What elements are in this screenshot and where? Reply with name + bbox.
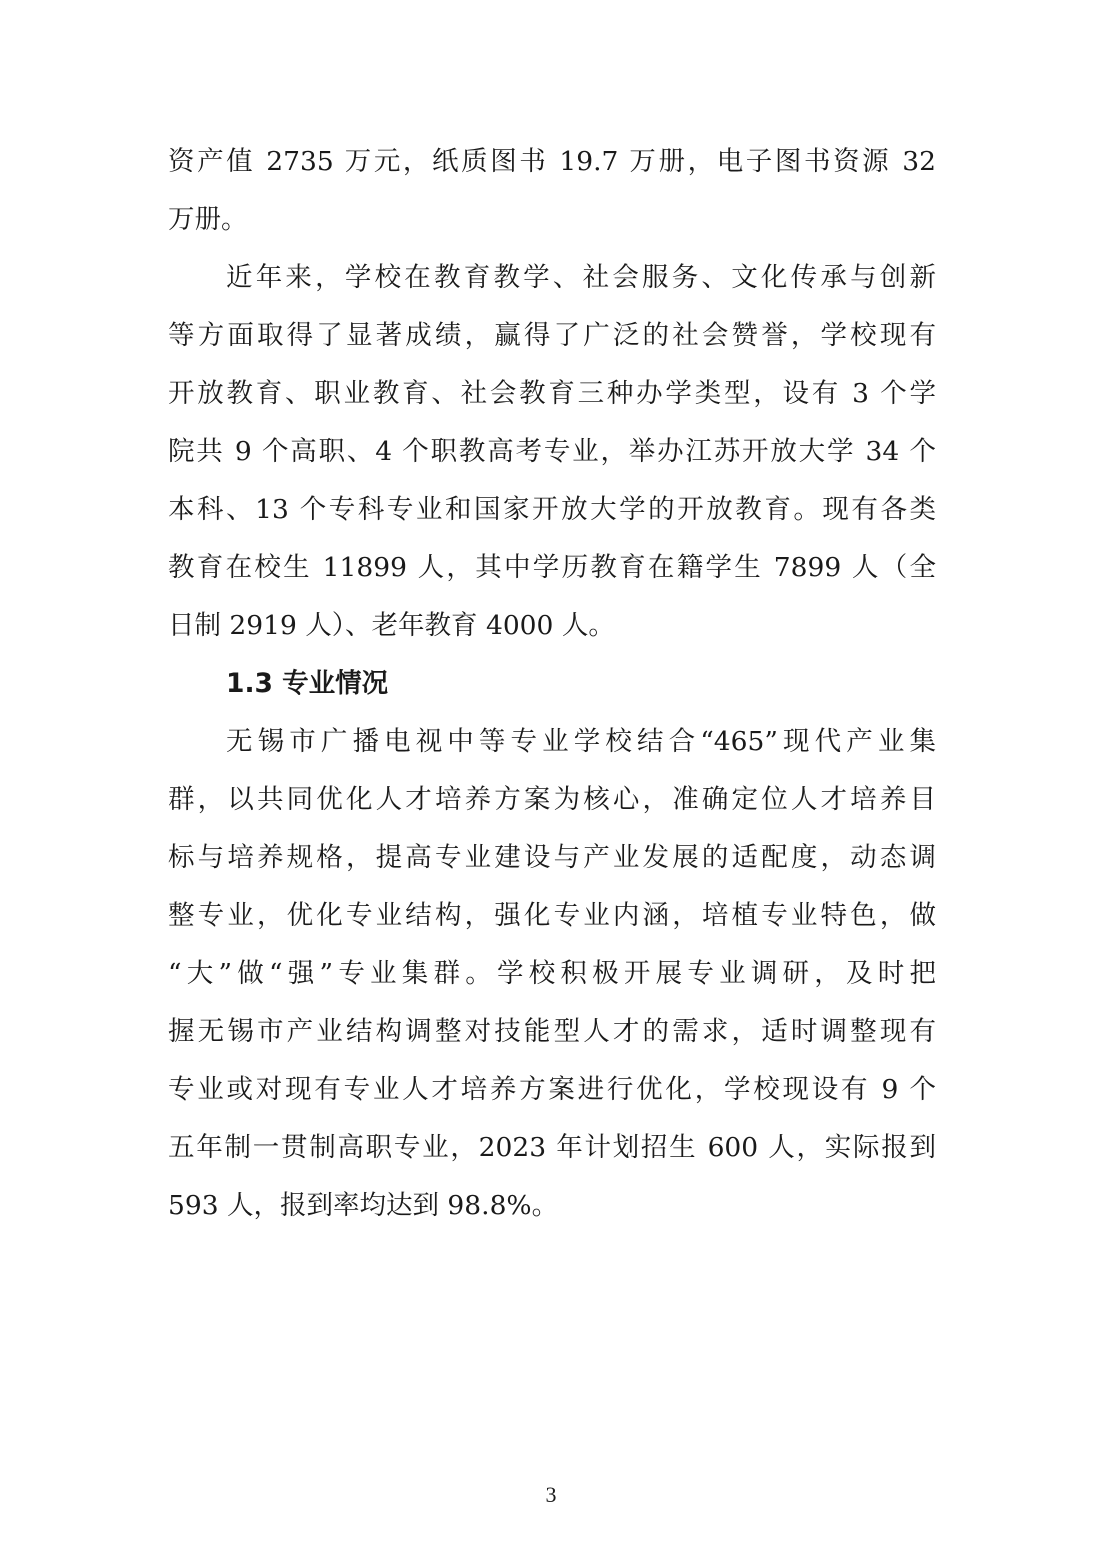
paragraph-3-line-3: 标与培养规格，提高专业建设与产业发展的适配度，动态调 [168,842,936,873]
paragraph-1-line-1: 资产值 2735 万元，纸质图书 19.7 万册，电子图书资源 32 [168,146,936,177]
paragraph-2-line-6: 教育在校生 11899 人，其中学历教育在籍学生 7899 人（全 [168,552,936,583]
page-number: 3 [545,1482,557,1507]
paragraph-3-line-5: “大”做“强”专业集群。学校积极开展专业调研，及时把 [168,958,936,989]
paragraph-2-line-4: 院共 9 个高职、4 个职教高考专业，举办江苏开放大学 34 个 [168,436,936,467]
paragraph-3-line-8: 五年制一贯制高职专业，2023 年计划招生 600 人，实际报到 [168,1132,936,1163]
section-heading: 1.3 专业情况 [226,668,389,699]
paragraph-3-line-2: 群，以共同优化人才培养方案为核心，准确定位人才培养目 [168,784,936,815]
paragraph-3-line-4: 整专业，优化专业结构，强化专业内涵，培植专业特色，做 [168,900,936,931]
paragraph-2-line-2: 等方面取得了显著成绩，赢得了广泛的社会赞誉，学校现有 [168,320,936,351]
paragraph-3-line-7: 专业或对现有专业人才培养方案进行优化，学校现设有 9 个 [168,1074,936,1105]
paragraph-3-line-9: 593 人，报到率均达到 98.8%。 [168,1190,559,1221]
paragraph-1-line-2: 万册。 [168,204,248,235]
paragraph-2-line-1: 近年来，学校在教育教学、社会服务、文化传承与创新 [226,262,936,293]
paragraph-2-line-7: 日制 2919 人）、老年教育 4000 人。 [168,610,615,641]
paragraph-2-line-5: 本科、13 个专科专业和国家开放大学的开放教育。现有各类 [168,494,936,525]
paragraph-3-line-1: 无锡市广播电视中等专业学校结合“465”现代产业集 [226,726,936,757]
paragraph-3-line-6: 握无锡市产业结构调整对技能型人才的需求，适时调整现有 [168,1016,936,1047]
paragraph-2-line-3: 开放教育、职业教育、社会教育三种办学类型，设有 3 个学 [168,378,936,409]
